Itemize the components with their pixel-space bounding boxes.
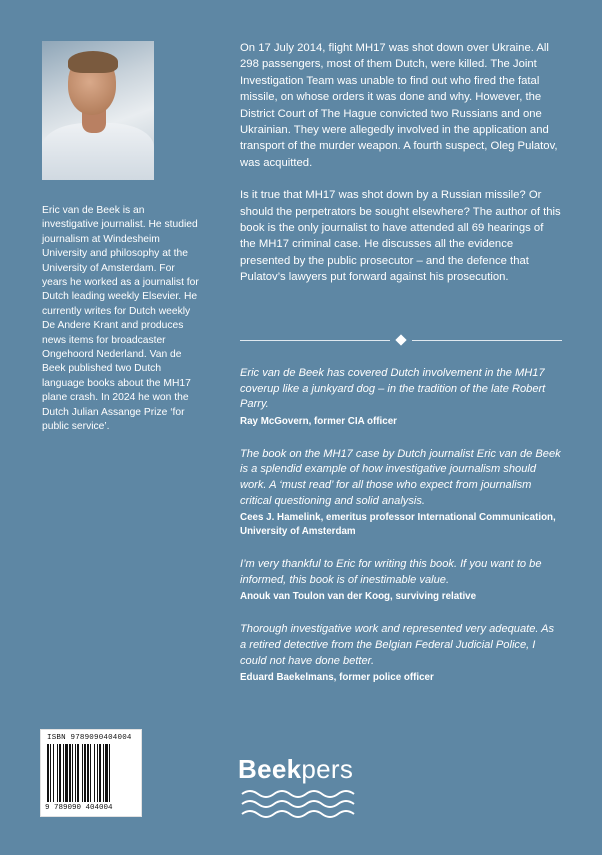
- blurb: [240, 40, 562, 302]
- endorsement-text: I’m very thankful to Eric for writing this book. If you want to be informed, this book is of inestimable value.: [240, 558, 542, 586]
- barcode-bar: [53, 744, 54, 802]
- waves-icon: [240, 788, 368, 820]
- barcode-bar: [84, 744, 86, 802]
- divider-line-left: [240, 340, 390, 341]
- barcode-bar: [94, 744, 95, 802]
- barcode-bar: [75, 744, 76, 802]
- endorsement-text: Thorough investigative work and represented very adequate. As a retired detective from the Belgian Federal Judicial Police, I could not have done better.: [240, 623, 555, 667]
- endorsement-text: The book on the MH17 case by Dutch journalist Eric van de Beek is a splendid example of how investigative journalism should work. A ‘must read’ for all those who expect from journalism critical questioning and solid analysis.: [240, 447, 561, 507]
- endorsements: [240, 366, 562, 703]
- barcode-bar: [87, 744, 89, 802]
- endorsement-attribution: Cees J. Hamelink, emeritus professor International Communication, University of Amsterdam: [240, 512, 556, 538]
- barcode-bar: [97, 744, 98, 802]
- author-bio: Eric van de Beek is an investigative journalist. He studied journalism at Windesheim University and philosophy at the University of Amsterdam. For years he worked as a journalist for Dutch leading weekly Elsevier. He currently writes for Dutch weekly De Andere Krant and produces news items for broadcaster Ongehoord Nederland. Van de Beek published two Dutch language books about the MH17 plane crash. In 2024 he won the Dutch Julian Assange Prize ‘for public service’.: [42, 205, 199, 433]
- endorsement-attribution: Anouk van Toulon van der Koog, surviving relative: [240, 591, 477, 603]
- barcode-bar: [99, 744, 101, 802]
- barcode-bar: [65, 744, 68, 802]
- barcode-bar: [103, 744, 104, 802]
- divider-line-right: [412, 340, 562, 341]
- endorsement-attribution: Ray McGovern, former CIA officer: [240, 415, 397, 427]
- author-photo-hair: [68, 51, 118, 73]
- diamond-icon: [395, 334, 406, 345]
- blurb-paragraph-2: Is it true that MH17 was shot down by a Russian missile? Or should the perpetrators be sought elsewhere? The author of this book is the only journalist to have attended all 69 hearings of the MH17 criminal case. He discusses all the evidence presented by the public prosecutor – and the defence that Pulatov’s lawyers put forward against his prosecution.: [240, 189, 561, 284]
- endorsement-attribution: Eduard Baekelmans, former police officer: [240, 672, 434, 684]
- barcode-bar: [59, 744, 61, 802]
- endorsement: [240, 366, 562, 429]
- publisher-logo: [238, 754, 378, 824]
- barcode-bar: [63, 744, 64, 802]
- isbn-label: ISBN 9789090404004: [47, 734, 132, 742]
- barcode-bar: [72, 744, 73, 802]
- barcode-bar: [77, 744, 79, 802]
- blurb-paragraph-1: On 17 July 2014, flight MH17 was shot down over Ukraine. All 298 passengers, most of them Dutch, were killed. The Joint Investigation Team was unable to find out who fired the fatal missile, on whose orders it was done and why. However, the District Court of The Hague convicted two Russians and one Ukrainian. They were allegedly involved in the application and transport of the murder weapon. A fourth suspect, Oleg Pulatov, was acquitted.: [240, 42, 558, 169]
- barcode-bar: [69, 744, 71, 802]
- section-divider: [240, 335, 562, 347]
- barcode-bar: [109, 744, 110, 802]
- barcode-bar: [82, 744, 83, 802]
- endorsement-text: Eric van de Beek has covered Dutch involvement in the MH17 coverup like a junkyard dog – in the tradition of the late Robert Parry.: [240, 367, 546, 411]
- publisher-wordmark: [238, 754, 378, 784]
- barcode-bar: [90, 744, 91, 802]
- author-photo: [42, 41, 154, 180]
- barcode-bar: [57, 744, 58, 802]
- endorsement: [240, 447, 562, 539]
- endorsement: [240, 622, 562, 685]
- publisher-wordmark-bold: Beek: [238, 754, 302, 784]
- barcode-bar: [50, 744, 51, 802]
- barcode-bar: [105, 744, 108, 802]
- publisher-wordmark-light: pers: [301, 754, 354, 784]
- barcode-bars: [47, 744, 135, 802]
- barcode-digits: 9 789090 404004: [45, 804, 113, 812]
- isbn-barcode: [40, 729, 142, 817]
- barcode-bar: [47, 744, 49, 802]
- endorsement: [240, 557, 562, 604]
